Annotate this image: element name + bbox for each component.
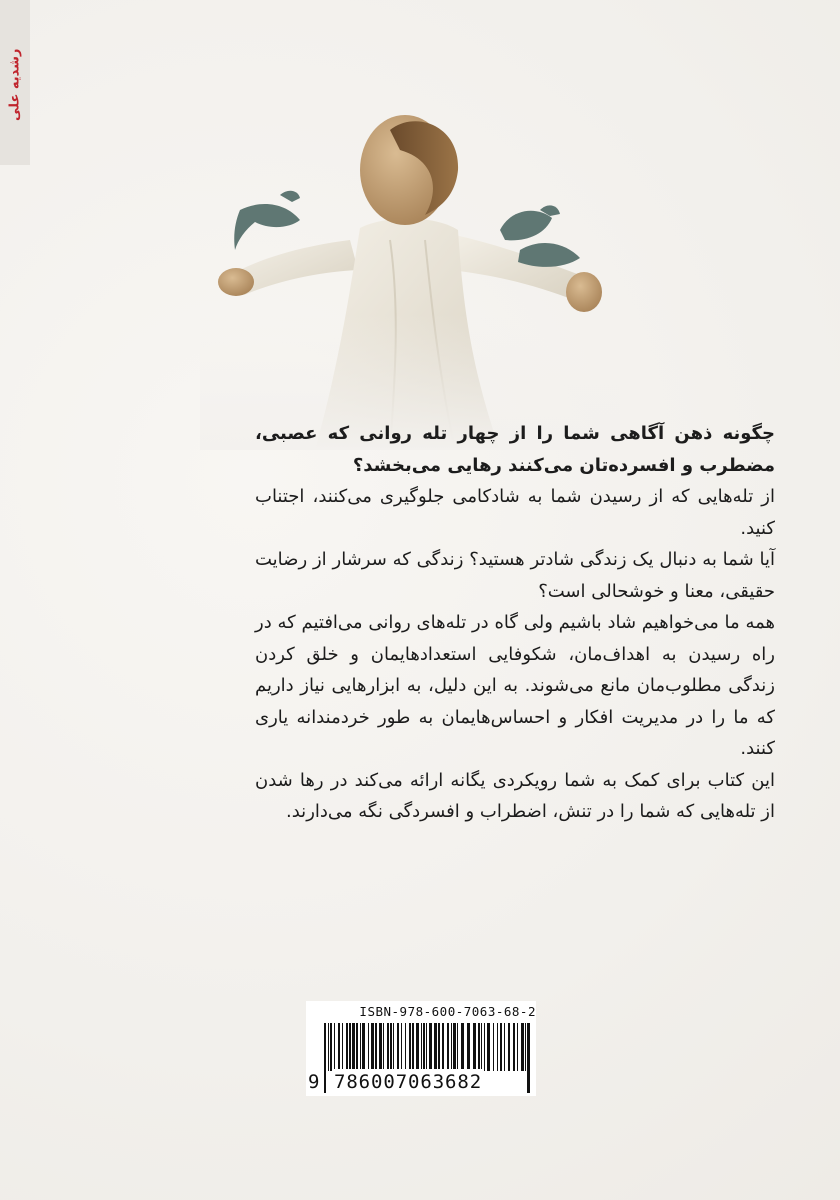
barcode-bar — [360, 1023, 361, 1071]
barcode-bar — [484, 1023, 485, 1071]
back-cover-blurb — [255, 418, 775, 828]
barcode-bar — [497, 1023, 498, 1071]
blurb-paragraph: همه ما می‌خواهیم شاد باشیم ولی گاه در تله‌های روانی می‌افتیم که در راه رسیدن به اهداف‌مان، شکوفایی استعدادهایمان و خلق کردن زندگی مطلوب‌مان مانع می‌شوند. به این دلیل، به ابزارهایی نیاز داریم که ما را در مدیریت افکار و احساس‌هایمان به طور خردمندانه یاری کنند. — [255, 612, 775, 759]
isbn-barcode — [306, 1001, 536, 1096]
barcode-bar — [342, 1023, 343, 1071]
barcode-bar — [421, 1023, 422, 1071]
barcode-bar — [412, 1023, 414, 1071]
barcode-bar — [356, 1023, 358, 1071]
barcode-bar — [423, 1023, 425, 1071]
barcode-bar — [328, 1023, 329, 1071]
barcode-bar — [487, 1023, 490, 1071]
barcode-bar — [416, 1023, 419, 1071]
barcode-bar — [379, 1023, 382, 1071]
barcode-bar — [387, 1023, 389, 1071]
blurb-paragraph: چگونه ذهن آگاهی شما را از چهار تله روانی که عصبی، مضطرب و افسرده‌تان می‌کنند رهایی می‌بخشد؟ — [255, 423, 775, 476]
barcode-bar — [457, 1023, 458, 1071]
barcode-bar — [500, 1023, 502, 1071]
barcode-bar — [338, 1023, 340, 1071]
barcode-bar — [525, 1023, 526, 1071]
barcode-bar — [352, 1023, 355, 1071]
barcode-bar — [371, 1023, 374, 1071]
barcode-bar — [467, 1023, 470, 1071]
barcode-bar — [478, 1023, 480, 1071]
barcode-number: 786007063682 — [332, 1069, 484, 1096]
barcode-lead-digit: 9 — [308, 1071, 320, 1093]
publisher-logo: رشدیه علی — [7, 48, 23, 122]
barcode-bar — [390, 1023, 392, 1071]
blurb-paragraph: این کتاب برای کمک به شما رویکردی یگانه ارائه می‌کند در رها شدن از تله‌هایی که شما را در تنش، اضطراب و افسردگی نگه می‌دارند. — [255, 769, 775, 822]
isbn-label: ISBN-978-600-7063-68-2 — [306, 1001, 536, 1023]
barcode-bar — [504, 1023, 505, 1071]
barcode-bar — [517, 1023, 518, 1071]
barcode-bar — [508, 1023, 510, 1071]
figurine-illustration — [200, 110, 620, 450]
barcode-bar — [346, 1023, 348, 1071]
barcode-bar — [426, 1023, 427, 1071]
publisher-logo-strip — [0, 0, 30, 165]
barcode-bar — [405, 1023, 406, 1071]
barcode-bar — [461, 1023, 464, 1071]
barcode-bar — [481, 1023, 482, 1071]
barcode-bar — [409, 1023, 411, 1071]
barcode-bar — [401, 1023, 402, 1071]
barcode-bar — [368, 1023, 369, 1071]
barcode-bar — [349, 1023, 351, 1071]
barcode-bar — [447, 1023, 449, 1071]
barcode-bar — [513, 1023, 515, 1071]
barcode-bar — [451, 1023, 452, 1071]
barcode-bar — [521, 1023, 524, 1071]
barcode-bar — [438, 1023, 440, 1071]
barcode-bar — [375, 1023, 377, 1071]
blurb-paragraph: از تله‌هایی که از رسیدن شما به شادکامی جلوگیری می‌کنند، اجتناب کنید. — [255, 486, 775, 539]
barcode-bar — [397, 1023, 399, 1071]
barcode-bar — [434, 1023, 437, 1071]
barcode-bar — [442, 1023, 444, 1071]
barcode-bar — [334, 1023, 335, 1071]
barcode-bar — [330, 1023, 332, 1071]
barcode-digits — [306, 1069, 536, 1096]
barcode-bar — [493, 1023, 494, 1071]
blurb-paragraph: آیا شما به دنبال یک زندگی شادتر هستید؟ زندگی که سرشار از رضایت حقیقی، معنا و خوشحالی است؟ — [255, 549, 775, 602]
barcode-bar — [473, 1023, 476, 1071]
barcode-bar — [383, 1023, 384, 1071]
barcode-bar — [453, 1023, 456, 1071]
barcode-bar — [362, 1023, 365, 1071]
barcode-bar — [393, 1023, 394, 1071]
